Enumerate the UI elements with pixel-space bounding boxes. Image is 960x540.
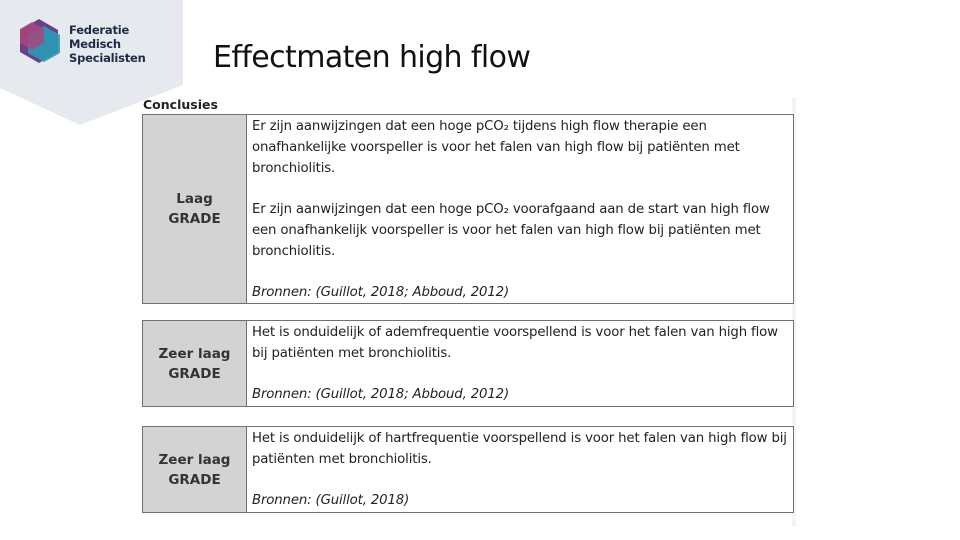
grade-label: GRADE <box>168 365 221 382</box>
source-citation: Bronnen: (Guillot, 2018) <box>252 493 410 508</box>
logo-line-3: Specialisten <box>69 51 146 65</box>
slide-title: Effectmaten high flow <box>213 40 531 75</box>
grade-level: Zeer laag <box>158 345 231 362</box>
conclusion-table-1 <box>142 114 794 304</box>
conclusion-paragraph: Er zijn aanwijzingen dat een hoge pCO₂ voorafgaand aan de start van high flow een onafhankelijk voorspeller is voor het falen van high flow bij patiënten met bronchiolitis. <box>252 202 770 259</box>
grade-cell <box>143 321 247 407</box>
conclusion-paragraph: Het is onduidelijk of ademfrequentie voorspellend is voor het falen van high flow bij patiënten met bronchiolitis. <box>252 325 778 361</box>
hexagon-logo-icon <box>14 16 64 66</box>
grade-label: GRADE <box>168 471 221 488</box>
source-citation: Bronnen: (Guillot, 2018; Abboud, 2012) <box>252 387 510 402</box>
conclusion-table-2 <box>142 320 794 407</box>
logo-wordmark <box>69 23 146 65</box>
conclusion-paragraph: Er zijn aanwijzingen dat een hoge pCO₂ tijdens high flow therapie een onafhankelijke voorspeller is voor het falen van high flow bij patiënten met bronchiolitis. <box>252 119 740 176</box>
conclusion-paragraph: Het is onduidelijk of hartfrequentie voorspellend is voor het falen van high flow bij patiënten met bronchiolitis. <box>252 431 787 467</box>
conclusion-table-3 <box>142 426 794 513</box>
logo-line-1: Federatie <box>69 23 130 37</box>
conclusion-text-cell <box>247 115 794 304</box>
conclusion-text-cell <box>247 427 794 513</box>
source-citation: Bronnen: (Guillot, 2018; Abboud, 2012) <box>252 285 510 300</box>
grade-level: Laag <box>176 191 213 207</box>
logo-line-2: Medisch <box>69 37 121 51</box>
grade-level: Zeer laag <box>158 451 231 468</box>
grade-cell <box>143 427 247 513</box>
conclusions-heading: Conclusies <box>143 97 218 112</box>
conclusion-text-cell <box>247 321 794 407</box>
grade-label: GRADE <box>168 211 221 227</box>
grade-cell <box>143 115 247 304</box>
